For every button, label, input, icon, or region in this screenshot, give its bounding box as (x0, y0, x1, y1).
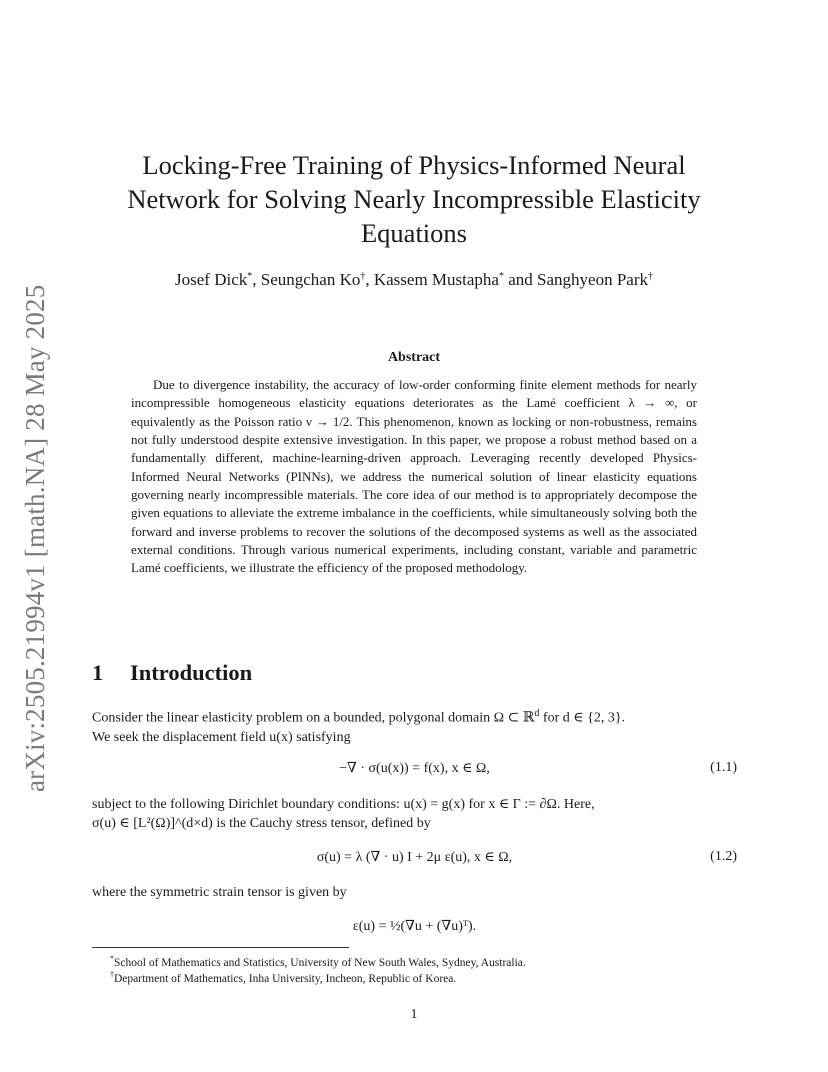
page-number: 1 (410, 1007, 418, 1022)
author-name: Sanghyeon Park (537, 270, 648, 289)
equation-1-1 (92, 760, 737, 780)
abstract-heading: Abstract (387, 350, 441, 365)
paragraph-2-line-1: subject to the following Dirichlet boundary conditions: u(x) = g(x) for x ∈ Γ := ∂Ω. Here, (92, 797, 595, 812)
footnote-2 (110, 968, 456, 986)
paragraph-1-line-1: Consider the linear elasticity problem on a bounded, polygonal domain Ω ⊂ ℝ$^d$ for d ∈ {2, 3}. (92, 708, 626, 726)
author-mark: † (360, 271, 366, 282)
section-number: 1 (92, 660, 104, 685)
paragraph-2 (92, 795, 737, 833)
equation-expression: ε(u) = ½(∇u + (∇u)ᵀ). (352, 919, 477, 934)
equation-number: (1.2) (710, 849, 737, 864)
title-line-1: Locking-Free Training of Physics-Informed Neural (142, 150, 686, 180)
author-list: Josef Dick*, Seungchan Ko†, Kassem Mustapha* and Sanghyeon Park† (175, 270, 653, 289)
title-line-3: Equations (361, 218, 467, 248)
equation-strain (92, 918, 737, 938)
footnote-rule (92, 947, 349, 948)
paragraph-3: where the symmetric strain tensor is given by (92, 885, 347, 900)
equation-expression: σ(u) = λ (∇ · u) I + 2μ ε(u), x ∈ Ω, (316, 850, 513, 865)
author-name: Kassem Mustapha (373, 270, 499, 289)
author-name: Seungchan Ko (260, 270, 361, 289)
author-name: Josef Dick (175, 270, 248, 289)
equation-number: (1.1) (710, 760, 737, 775)
equation-1-2 (92, 849, 737, 869)
paragraph-1-line-2: We seek the displacement field u(x) satisfying (92, 729, 351, 745)
author-mark: * (498, 271, 504, 282)
author-conjunction: and (508, 270, 533, 289)
section-heading (92, 660, 252, 686)
footnote-text: Department of Mathematics, Inha University, Incheon, Republic of Korea. (114, 973, 457, 985)
footnote-mark: † (110, 970, 114, 979)
author-mark: † (648, 271, 653, 282)
paragraph-2-line-2: σ(u) ∈ [L²(Ω)]^(d×d) is the Cauchy stress tensor, defined by (92, 816, 431, 831)
footnote-mark: * (110, 954, 114, 963)
footnote-text: School of Mathematics and Statistics, University of New South Wales, Sydney, Australia. (114, 957, 526, 969)
title-line-2: Network for Solving Nearly Incompressible Elasticity (127, 184, 701, 214)
paragraph-1 (92, 704, 737, 747)
section-title: Introduction (130, 660, 253, 685)
abstract-text: Due to divergence instability, the accuracy of low-order conforming finite element methods for nearly incompressible homogeneous elasticity equations deteriorates as the Lamé coefficient λ → ∞, or equivalently as the Poisson ratio ν → 1/2. This phenomenon, known as locking or non-robustness, remains not fully understood despite extensive investigation. In this paper, we propose a robust method based on a fundamentally different, machine-learning-driven approach. Leveraging recently developed Physics-Informed Neural Networks (PINNs), we address the numerical solution of linear elasticity equations governing nearly incompressible materials. The core idea of our method is to appropriately decompose the given equations to alleviate the extreme imbalance in the coefficients, while simultaneously solving both the forward and inverse problems to recover the solutions of the decomposed systems as well as the associated external conditions. Through various numerical experiments, including constant, variable and parametric Lamé coefficients, we illustrate the efficiency of the proposed methodology. (131, 377, 697, 576)
author-mark: * (247, 271, 253, 282)
equation-expression: −∇ · σ(u(x)) = f(x), x ∈ Ω, (339, 761, 490, 776)
paper-title (90, 148, 738, 250)
